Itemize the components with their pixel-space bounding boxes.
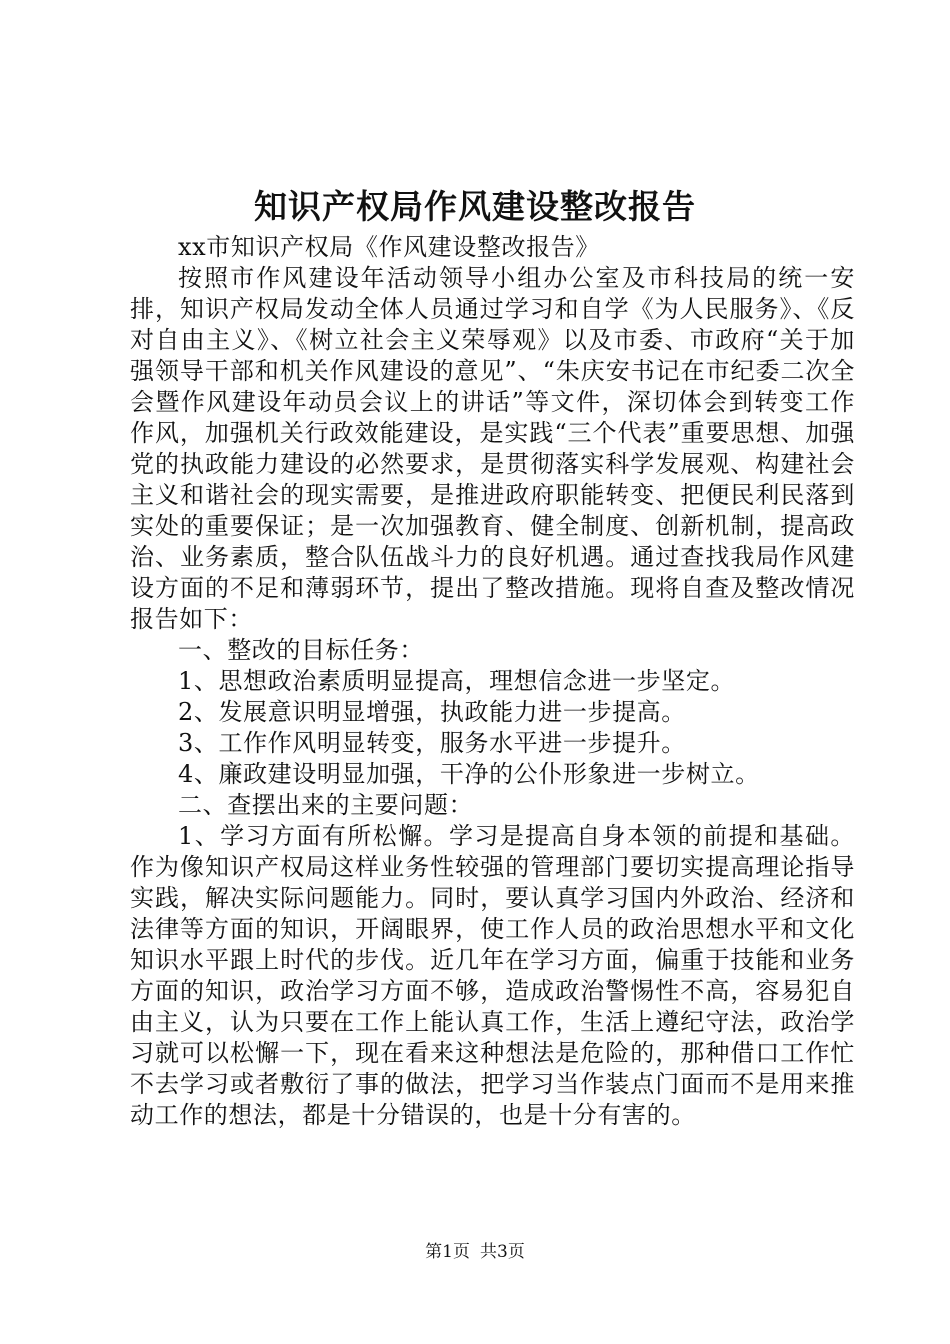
page-number-current: 第1页 (425, 1242, 470, 1262)
goal-item-3: 3、工作作风明显转变，服务水平进一步提升。 (178, 729, 686, 757)
document-title: 知识产权局作风建设整改报告 (254, 187, 696, 226)
goal-item-2: 2、发展意识明显增强，执政能力进一步提高。 (178, 698, 686, 726)
problem-item-1: 1、学习方面有所松懈。学习是提高自身本领的前提和基础。作为像知识产权局这样业务性较强的管理部门要切实提高理论指导实践，解决实际问题能力。同时，要认真学习国内外政治、经济和法律等方面的知识，开阔眼界，使工作人员的政治思想水平和文化知识水平跟上时代的步伐。近几年在学习方面，偏重于技能和业务方面的知识，政治学习方面不够，造成政治警惕性不高，容易犯自由主义，认为只要在工作上能认真工作，生活上遵纪守法，政治学习就可以松懈一下，现在看来这种想法是危险的，那种借口工作忙不去学习或者敷衍了事的做法，把学习当作装点门面而不是用来推动工作的想法，都是十分错误的，也是十分有害的。 (130, 822, 855, 1129)
page-number-total: 共3页 (480, 1242, 525, 1262)
goal-item-4: 4、廉政建设明显加强，干净的公仆形象进一步树立。 (178, 760, 760, 788)
goal-item-1: 1、思想政治素质明显提高，理想信念进一步坚定。 (178, 667, 736, 695)
paragraph-intro: 按照市作风建设年活动领导小组办公室及市科技局的统一安排，知识产权局发动全体人员通过学习和自学《为人民服务》、《反对自由主义》、《树立社会主义荣辱观》以及市委、市政府“关于加强领导干部和机关作风建设的意见”、“朱庆安书记在市纪委二次全会暨作风建设年动员会议上的讲话”等文件，深切体会到转变工作作风，加强机关行政效能建设，是实践“三个代表”重要思想、加强党的执政能力建设的必然要求，是贯彻落实科学发展观、构建社会主义和谐社会的现实需要，是推进政府职能转变、把便民利民落到实处的重要保证；是一次加强教育、健全制度、创新机制，提高政治、业务素质，整合队伍战斗力的良好机遇。通过查找我局作风建设方面的不足和薄弱环节，提出了整改措施。现将自查及整改情况报告如下： (130, 264, 855, 633)
page-footer (0, 1240, 950, 1264)
document-body (130, 232, 855, 1131)
section-heading-problems: 二、查摆出来的主要问题： (178, 791, 474, 819)
section-heading-goals: 一、整改的目标任务： (178, 636, 424, 664)
paragraph-subtitle: xx市知识产权局《作风建设整改报告》 (178, 233, 600, 261)
